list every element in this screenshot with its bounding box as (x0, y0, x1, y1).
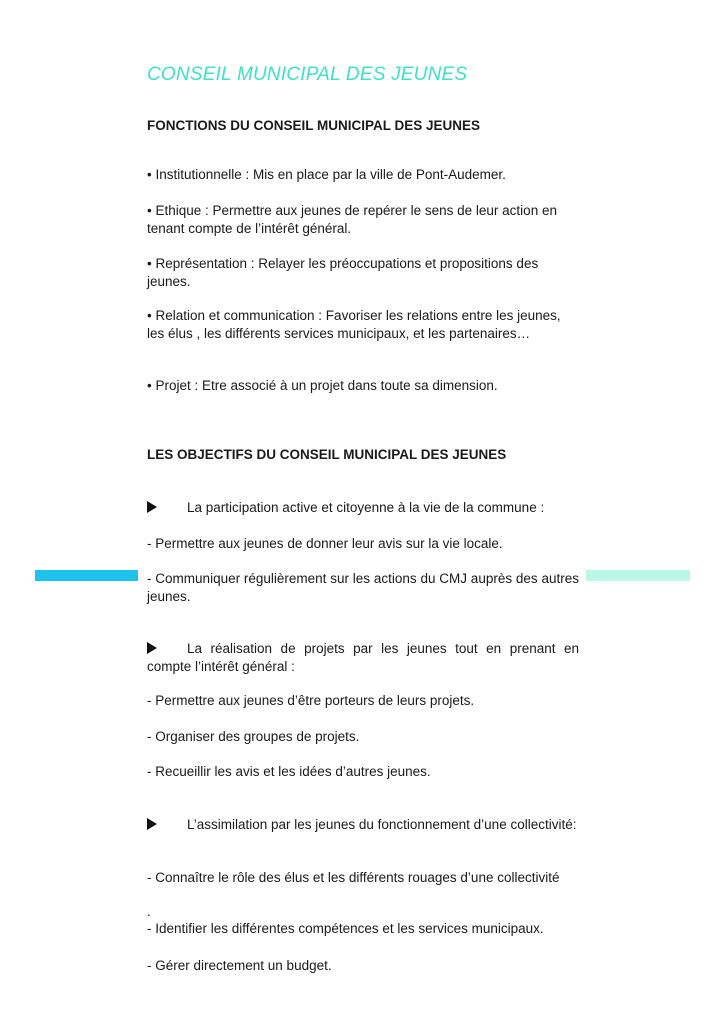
list-item: - Permettre aux jeunes d’être porteurs de leurs projets. (147, 693, 475, 708)
list-item: • Représentation : Relayer les préoccupations et propositions des jeunes. (147, 256, 539, 289)
arrow-right-icon (147, 818, 157, 830)
objective-title: L’assimilation par les jeunes du fonctionnement d’une collectivité: (147, 816, 579, 834)
arrow-right-icon (147, 501, 157, 513)
list-item: - Organiser des groupes de projets. (147, 729, 360, 744)
list-item: . (147, 904, 151, 919)
arrow-right-icon (147, 642, 157, 654)
list-item: • Ethique : Permettre aux jeunes de repérer le sens de leur action en tenant compte de l’intérêt général. (147, 203, 557, 236)
list-item: - Communiquer régulièrement sur les actions du CMJ auprès des autres jeunes. (147, 571, 579, 604)
decorative-bar-left (35, 570, 138, 581)
list-item: • Projet : Etre associé à un projet dans toute sa dimension. (147, 378, 498, 393)
list-item: • Relation et communication : Favoriser les relations entre les jeunes, les élus , les différents services municipaux, et les partenaires… (147, 308, 561, 341)
decorative-bar-right (586, 570, 690, 581)
list-item: - Identifier les différentes compétences et les services municipaux. (147, 921, 544, 936)
section-heading-fonctions: FONCTIONS DU CONSEIL MUNICIPAL DES JEUNES (147, 118, 481, 133)
list-item: • Institutionnelle : Mis en place par la ville de Pont-Audemer. (147, 167, 506, 182)
list-item: - Recueillir les avis et les idées d’autres jeunes. (147, 764, 431, 779)
objective-title: La participation active et citoyenne à la vie de la commune : (147, 499, 579, 517)
objective-title: La réalisation de projets par les jeunes tout en prenant en compte l’intérêt général : (147, 641, 579, 674)
document-title: CONSEIL MUNICIPAL DES JEUNES (147, 64, 468, 85)
list-item: - Gérer directement un budget. (147, 958, 332, 973)
section-heading-objectifs: LES OBJECTIFS DU CONSEIL MUNICIPAL DES JEUNES (147, 447, 507, 462)
list-item: - Connaître le rôle des élus et les différents rouages d’une collectivité (147, 870, 560, 885)
list-item: - Permettre aux jeunes de donner leur avis sur la vie locale. (147, 536, 503, 551)
